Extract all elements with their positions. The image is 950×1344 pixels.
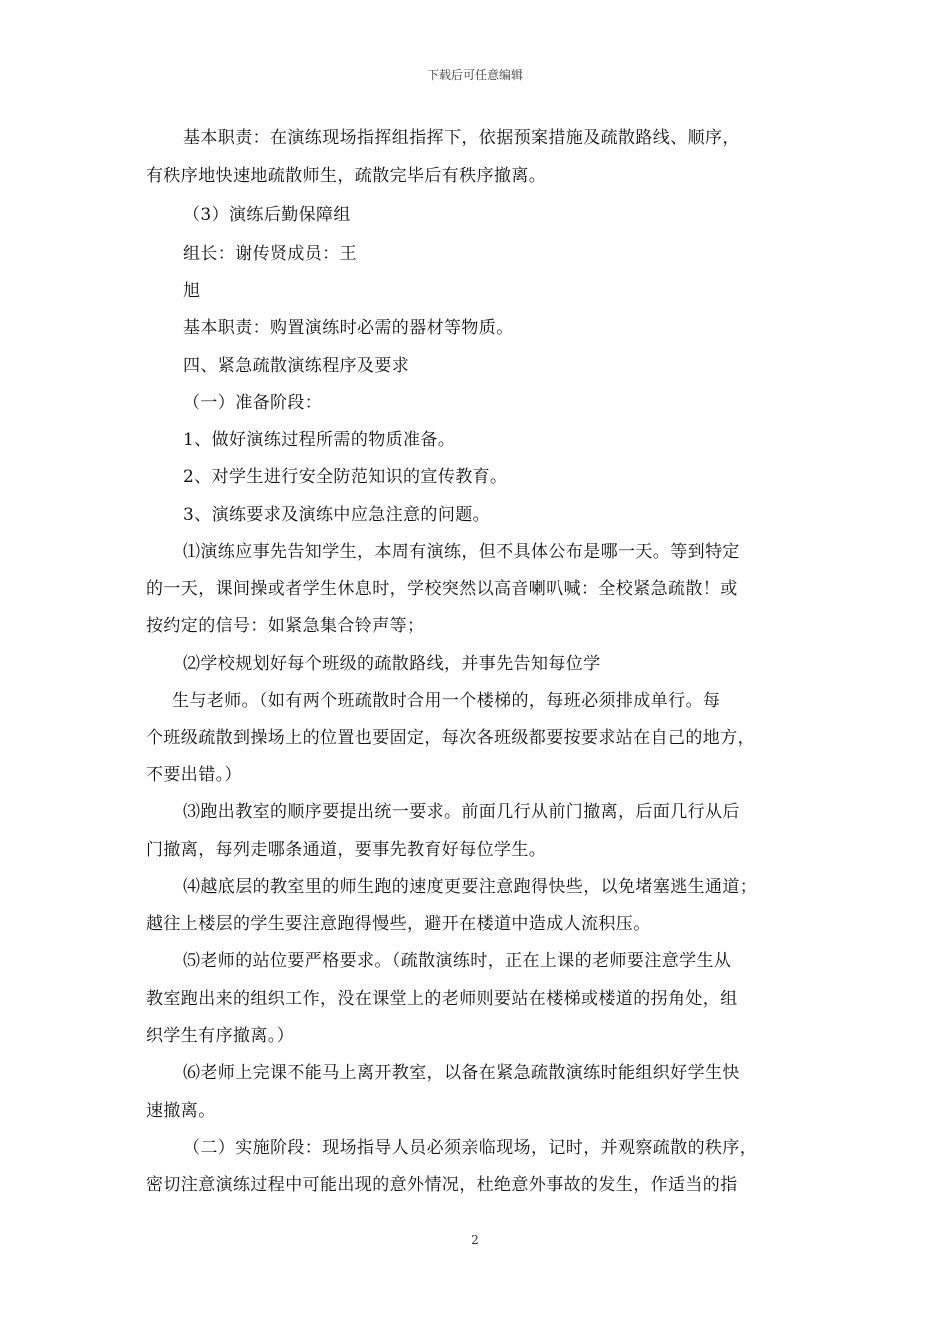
body-line: 旭: [183, 281, 201, 301]
body-line: 不要出错。）: [146, 765, 242, 785]
body-line: 基本职责：在演练现场指挥组指挥下，依据预案措施及疏散路线、顺序，: [183, 128, 740, 148]
section-heading: （3）演练后勤保障组: [183, 205, 351, 225]
page-header: 下载后可任意编辑: [426, 68, 523, 82]
body-line: ⑸老师的站位要严格要求。（疏散演练时，正在上课的老师要注意学生从: [183, 951, 732, 971]
body-line: ⑹老师上完课不能马上离开教室，以备在紧急疏散演练时能组织好学生快: [183, 1063, 740, 1083]
list-item: 2、对学生进行安全防范知识的宣传教育。: [183, 467, 508, 487]
body-line: 门撤离，每列走哪条通道，要事先教育好每位学生。: [146, 840, 547, 860]
list-item: 3、演练要求及演练中应急注意的问题。: [183, 505, 491, 525]
body-line: 有秩序地快速地疏散师生，疏散完毕后有秩序撤离。: [146, 166, 547, 186]
body-line: 生与老师。（如有两个班疏散时合用一个楼梯的，每班必须排成单行。每: [172, 691, 721, 711]
body-line: 越往上楼层的学生要注意跑得慢些，避开在楼道中造成人流积压。: [146, 914, 651, 934]
body-line: 组长：谢传贤成员：王: [183, 244, 357, 264]
body-line: 个班级疏散到操场上的位置也要固定，每次各班级都要按要求站在自己的地方，: [146, 728, 755, 748]
list-item: 1、做好演练过程所需的物质准备。: [183, 430, 456, 450]
body-line: 的一天，课间操或者学生休息时，学校突然以高音喇叭喊：全校紧急疏散！或: [146, 579, 738, 599]
section-heading: （一）准备阶段：: [183, 393, 323, 413]
body-line: ⑴演练应事先告知学生，本周有演练，但不具体公布是哪一天。等到特定: [183, 542, 740, 562]
body-line: 按约定的信号：如紧急集合铃声等；: [146, 616, 425, 636]
page-number: 2: [471, 1233, 479, 1247]
body-line: 基本职责：购置演练时必需的器材等物质。: [183, 318, 514, 338]
body-line: 教室跑出来的组织工作，没在课堂上的老师则要站在楼梯或楼道的拐角处，组: [146, 989, 738, 1009]
body-line: ⑵学校规划好每个班级的疏散路线，并事先告知每位学: [183, 654, 601, 674]
body-line: 密切注意演练过程中可能出现的意外情况，杜绝意外事故的发生，作适当的指: [146, 1175, 738, 1195]
body-line: 速撤离。: [146, 1101, 216, 1121]
body-line: ⑶跑出教室的顺序要提出统一要求。前面几行从前门撤离，后面几行从后: [183, 802, 740, 822]
section-heading: 四、紧急疏散演练程序及要求: [183, 356, 410, 376]
body-line: （二）实施阶段：现场指导人员必须亲临现场，记时，并观察疏散的秩序，: [183, 1138, 758, 1158]
body-line: 织学生有序撤离。）: [146, 1026, 295, 1046]
body-line: ⑷越底层的教室里的师生跑的速度更要注意跑得快些，以免堵塞逃生通道；: [183, 877, 758, 897]
